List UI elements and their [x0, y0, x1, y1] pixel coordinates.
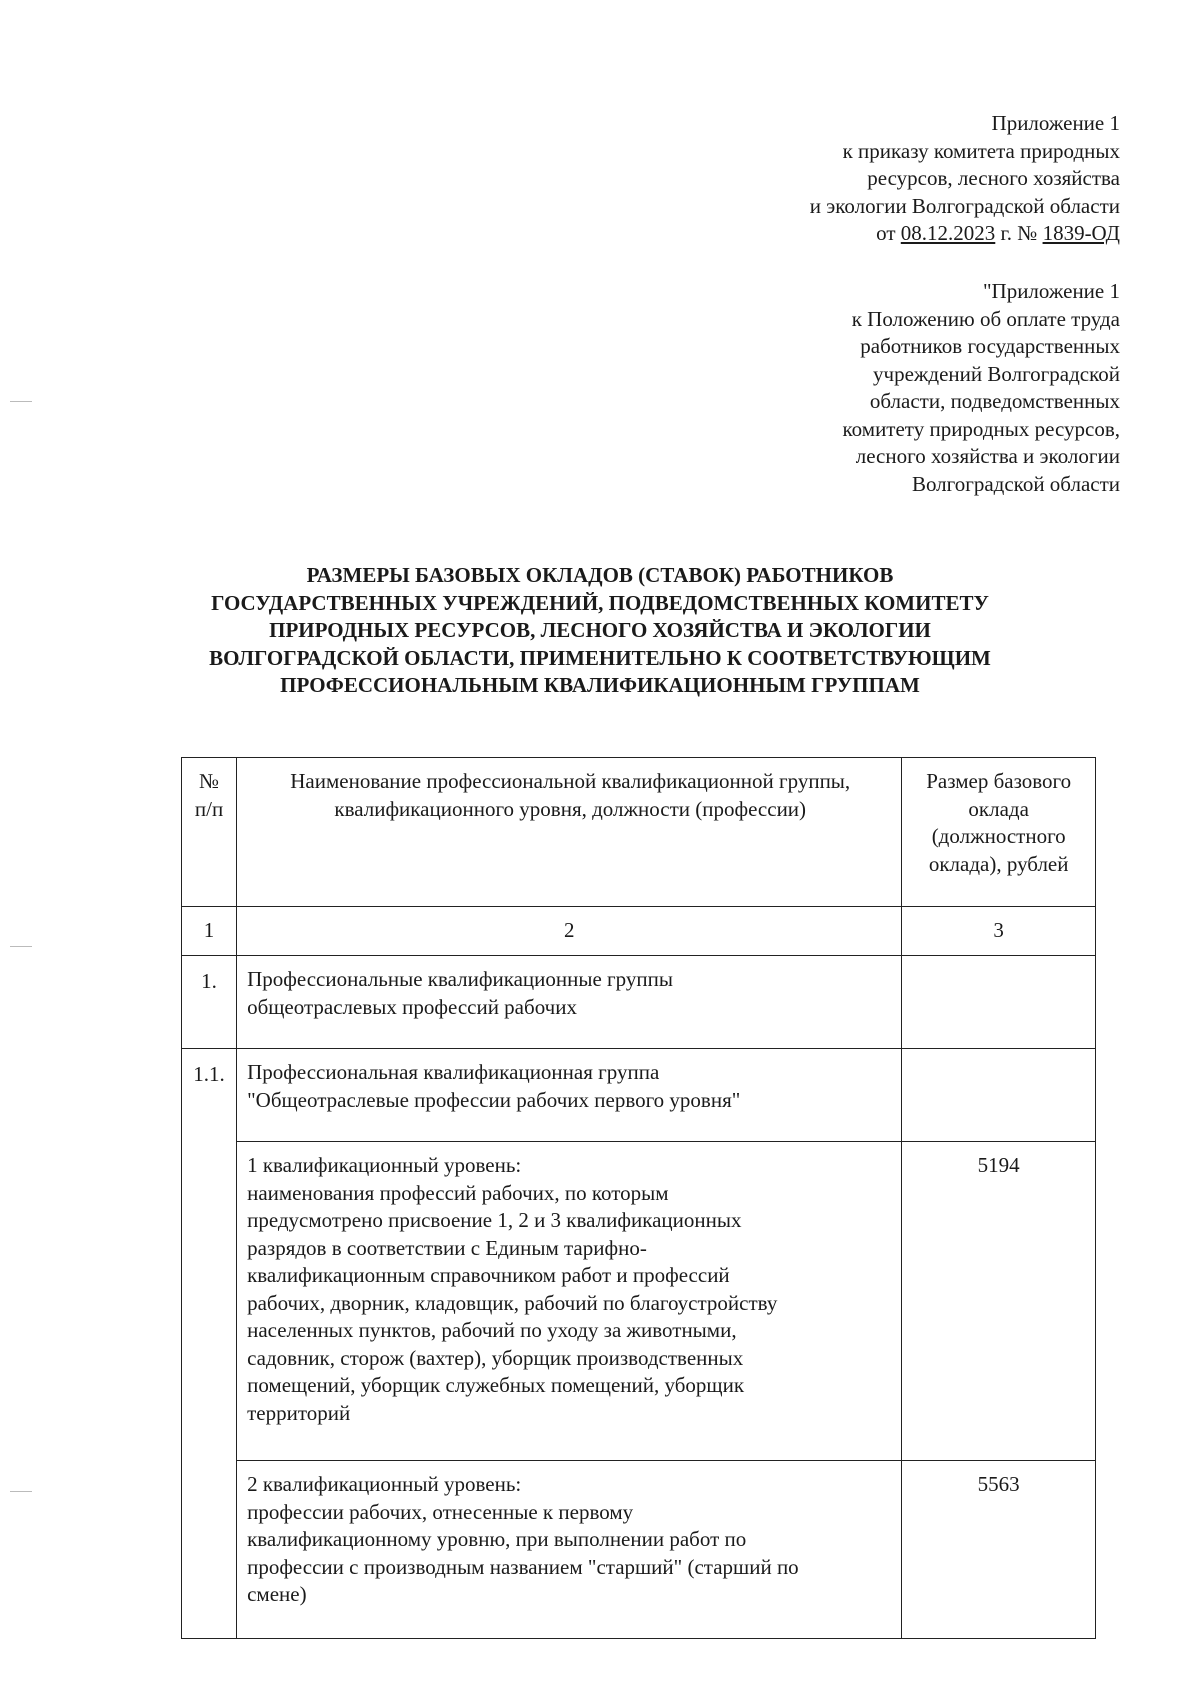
row-text: садовник, сторож (вахтер), уборщик производственных — [247, 1345, 744, 1370]
appendix-line: учреждений Волгоградской — [873, 361, 1120, 386]
title-line: ПРИРОДНЫХ РЕСУРСОВ, ЛЕСНОГО ХОЗЯЙСТВА И ЭКОЛОГИИ — [269, 618, 931, 642]
column-number-row — [182, 907, 1096, 956]
order-appendix-block — [810, 110, 1120, 248]
title-line: РАЗМЕРЫ БАЗОВЫХ ОКЛАДОВ (СТАВОК) РАБОТНИКОВ — [306, 563, 894, 587]
appendix-line: ресурсов, лесного хозяйства — [867, 166, 1120, 190]
row-description — [237, 1142, 902, 1461]
appendix-line: к Положению об оплате труда — [851, 306, 1120, 331]
header-number-cell — [182, 758, 237, 907]
appendix-line: Волгоградской области — [911, 471, 1120, 496]
header-text: (должностного — [931, 824, 1066, 848]
header-amount-cell — [902, 758, 1096, 907]
row-text: территорий — [247, 1400, 351, 1425]
table-header-row — [182, 758, 1096, 907]
row-text: смене) — [247, 1582, 307, 1606]
appendix-line: и экологии Волгоградской области — [809, 193, 1120, 218]
date-prefix: от — [876, 221, 901, 245]
appendix-line: области, подведомственных — [869, 389, 1120, 413]
scan-speck — [10, 401, 32, 402]
regulation-appendix-block — [843, 278, 1120, 498]
appendix-line: комитету природных ресурсов, — [842, 416, 1120, 441]
row-text: профессии рабочих, отнесенные к первому — [247, 1499, 634, 1524]
header-name-cell — [237, 758, 902, 907]
row-text: населенных пунктов, рабочий по уходу за животными, — [247, 1318, 737, 1342]
row-text: рабочих, дворник, кладовщик, рабочий по благоустройству — [247, 1290, 778, 1315]
row-text: 2 квалификационный уровень: — [247, 1472, 522, 1496]
row-number: 1.1. — [182, 1049, 237, 1142]
header-text: п/п — [194, 796, 224, 821]
document-title — [120, 562, 1080, 700]
title-line: ПРОФЕССИОНАЛЬНЫМ КВАЛИФИКАЦИОННЫМ ГРУППАМ — [280, 673, 920, 697]
row-text: предусмотрено присвоение 1, 2 и 3 квалификационных — [247, 1208, 742, 1232]
order-number: 1839-ОД — [1042, 221, 1120, 245]
row-text: Профессиональная квалификационная группа — [247, 1060, 660, 1084]
table-row — [182, 1049, 1096, 1142]
column-number: 1 — [182, 907, 237, 956]
order-date-number — [810, 220, 1120, 248]
column-number: 2 — [237, 907, 902, 956]
header-text: Размер базового — [926, 769, 1072, 793]
title-line: ГОСУДАРСТВЕННЫХ УЧРЕЖДЕНИЙ, ПОДВЕДОМСТВЕННЫХ КОМИТЕТУ — [211, 590, 989, 615]
row-text: общеотраслевых профессий рабочих — [247, 994, 577, 1019]
row-amount: 5563 — [902, 1461, 1096, 1639]
header-text: оклада), рублей — [928, 851, 1069, 876]
appendix-line: работников государственных — [860, 334, 1120, 358]
table-row — [182, 1461, 1096, 1639]
row-description — [237, 1461, 902, 1639]
header-text: Наименование профессиональной квалификационной группы, — [290, 769, 851, 793]
appendix-line: к приказу комитета природных — [842, 138, 1120, 163]
row-description — [237, 1049, 902, 1142]
row-text: квалификационному уровню, при выполнении работ по — [247, 1527, 747, 1551]
row-text: помещений, уборщик служебных помещений, уборщик — [247, 1373, 745, 1397]
salary-table — [181, 757, 1096, 1639]
row-amount — [902, 1049, 1096, 1142]
table-row — [182, 956, 1096, 1049]
row-number — [182, 1142, 237, 1461]
appendix-line: "Приложение 1 — [982, 279, 1120, 303]
row-number: 1. — [182, 956, 237, 1049]
header-text: № — [199, 769, 220, 793]
scan-speck — [10, 1491, 32, 1492]
number-prefix: г. № — [995, 221, 1043, 245]
row-description — [237, 956, 902, 1049]
row-text: разрядов в соответствии с Единым тарифно- — [247, 1235, 647, 1260]
row-text: "Общеотраслевые профессии рабочих первого уровня" — [247, 1087, 741, 1112]
row-text: Профессиональные квалификационные группы — [247, 967, 673, 991]
header-text: квалификационного уровня, должности (профессии) — [334, 796, 807, 821]
header-text: оклада — [968, 796, 1029, 821]
order-date: 08.12.2023 — [900, 221, 996, 245]
appendix-line: Приложение 1 — [991, 111, 1120, 135]
row-text: наименования профессий рабочих, по которым — [247, 1180, 669, 1205]
title-line: ВОЛГОГРАДСКОЙ ОБЛАСТИ, ПРИМЕНИТЕЛЬНО К СООТВЕТСТВУЮЩИМ — [209, 645, 991, 670]
column-number: 3 — [902, 907, 1096, 956]
row-amount — [902, 956, 1096, 1049]
row-amount: 5194 — [902, 1142, 1096, 1461]
table-row — [182, 1142, 1096, 1461]
row-number — [182, 1461, 237, 1639]
row-text: квалификационным справочником работ и профессий — [247, 1263, 730, 1287]
appendix-line: лесного хозяйства и экологии — [855, 444, 1120, 468]
row-text: профессии с производным названием "старший" (старший по — [247, 1554, 799, 1579]
scan-speck — [10, 946, 32, 947]
row-text: 1 квалификационный уровень: — [247, 1153, 522, 1177]
